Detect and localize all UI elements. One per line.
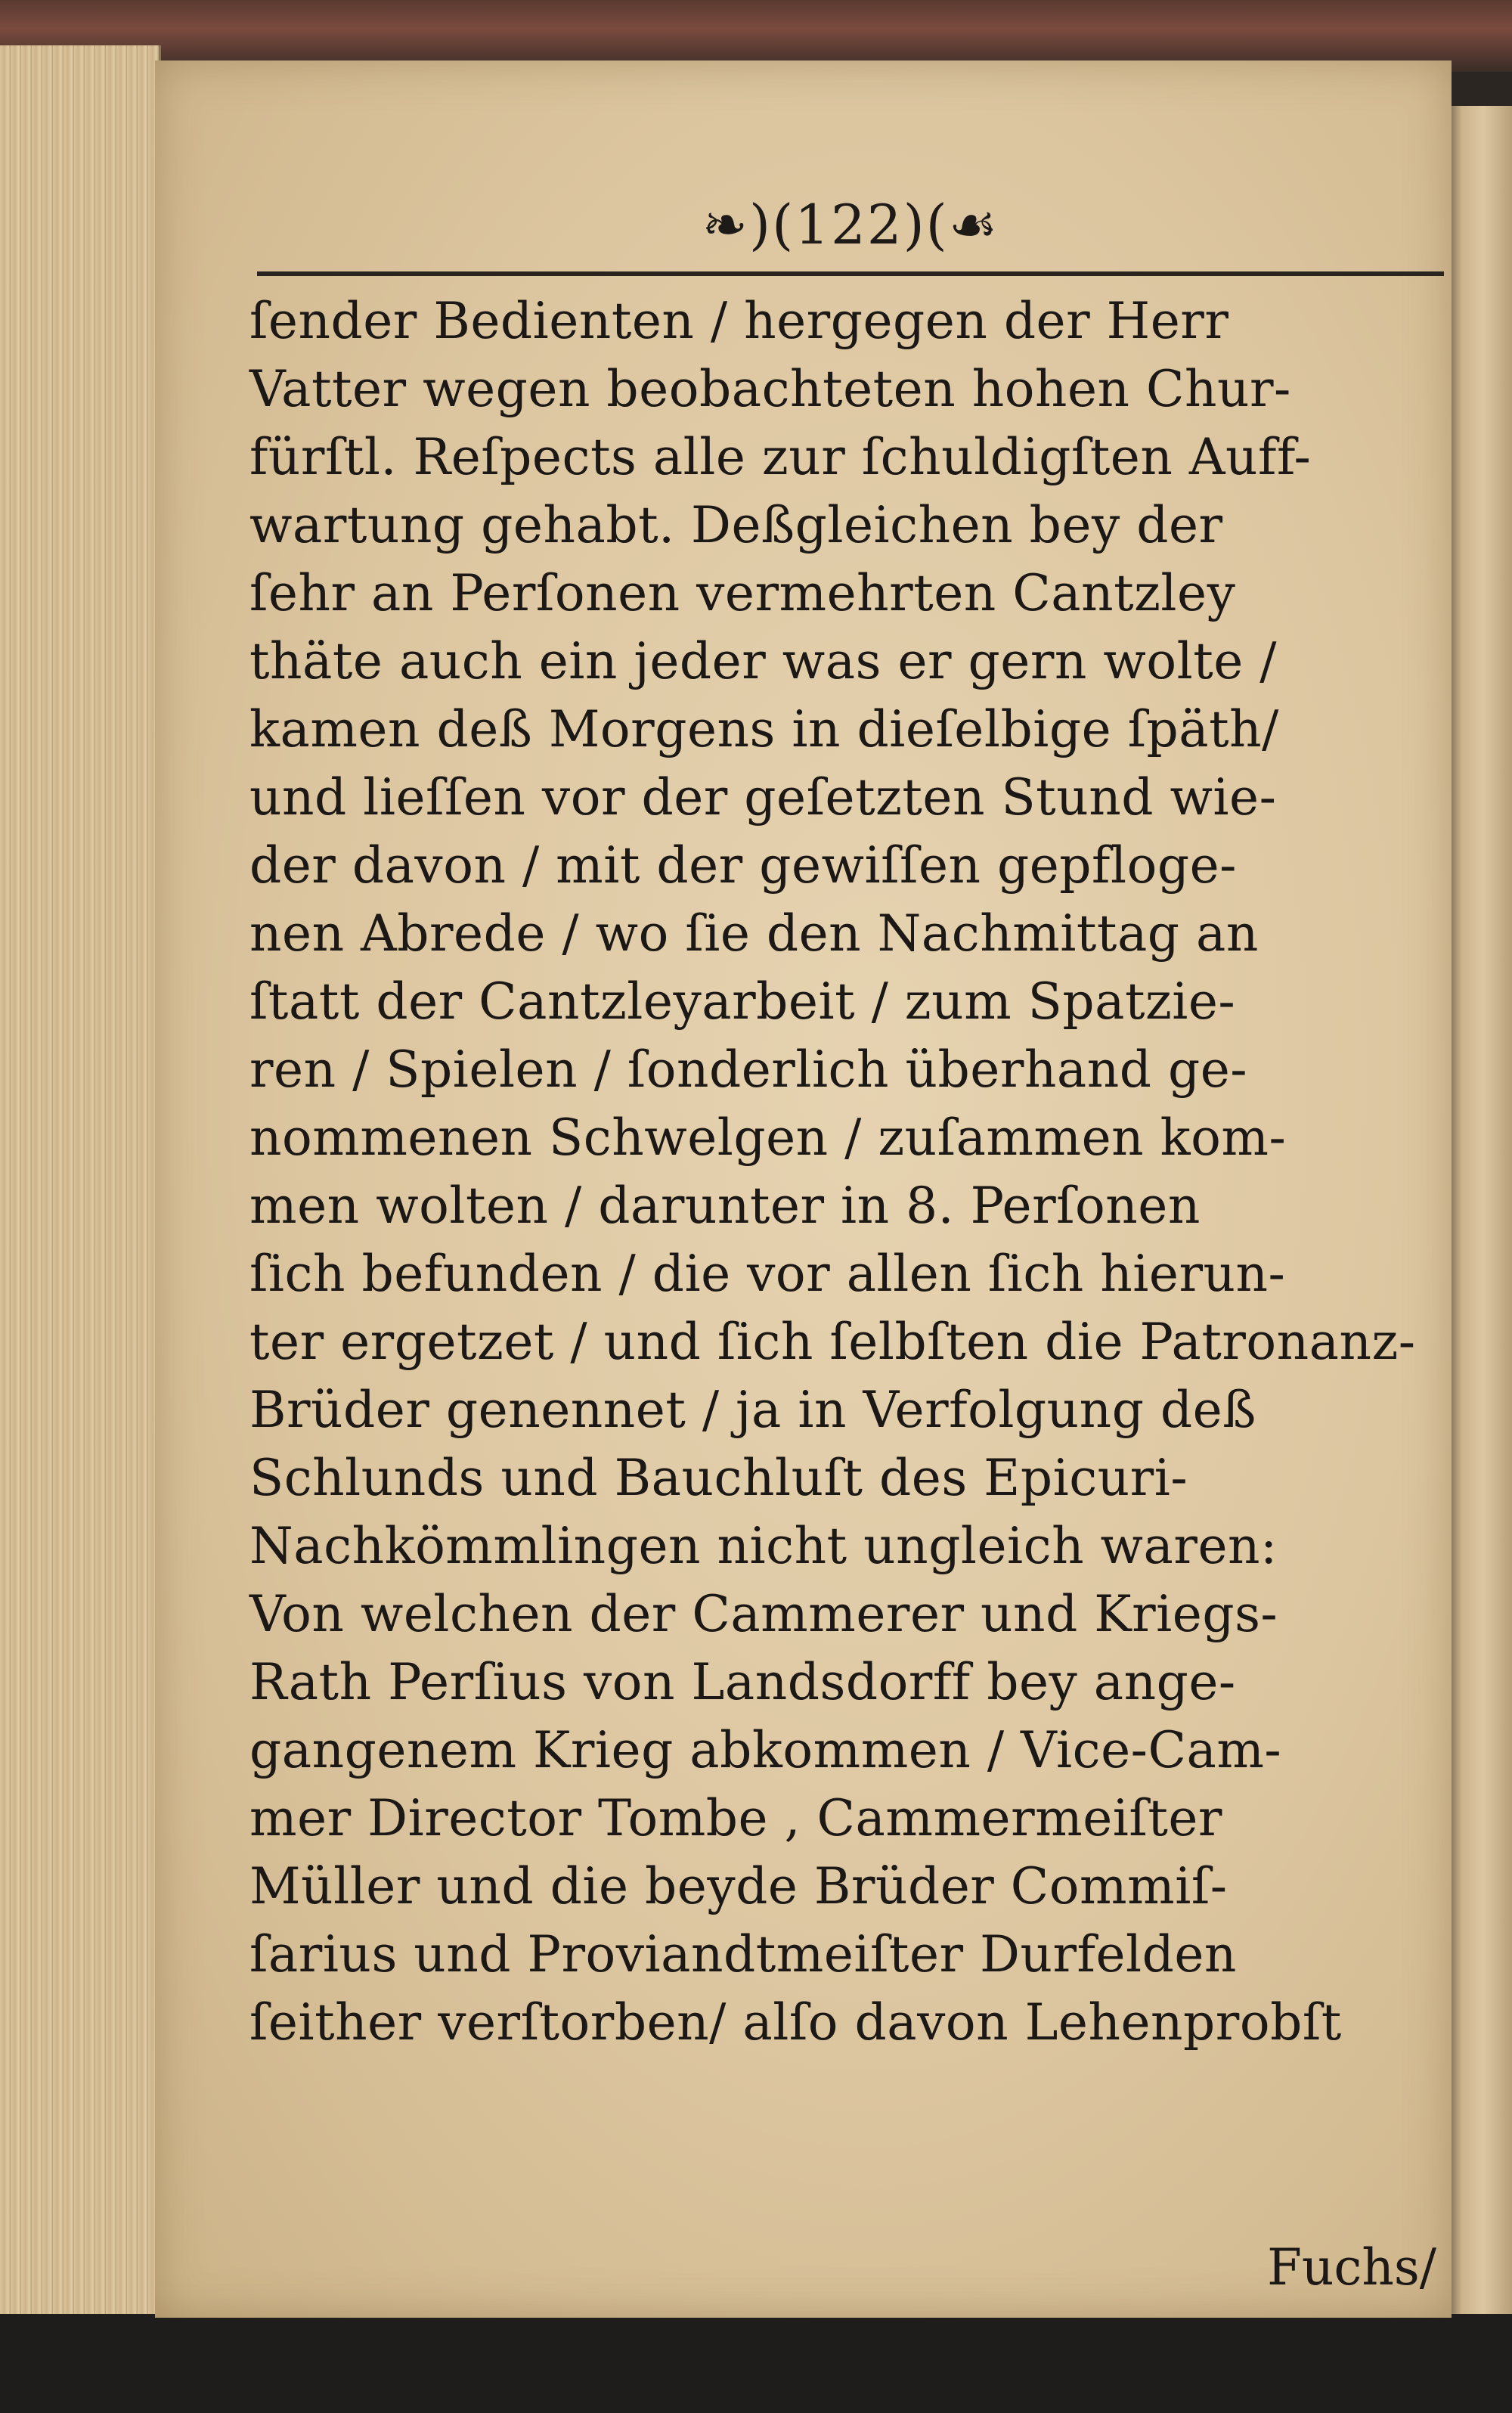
text-line: ſich befunden / die vor allen ſich hierun- bbox=[249, 1245, 1286, 1303]
page-stack-left bbox=[0, 45, 161, 2337]
text-line: und lieſſen vor der geſetzten Stund wie- bbox=[249, 768, 1277, 827]
text-line: gangenem Krieg abkommen / Vice-Cam- bbox=[249, 1721, 1282, 1779]
book-page bbox=[155, 60, 1452, 2318]
header-rule bbox=[257, 271, 1444, 276]
text-line: kamen deß Morgens in dieſelbige ſpäth/ bbox=[249, 700, 1279, 758]
text-line: ter ergetzet / und ſich ſelbſten die Patronanz- bbox=[249, 1313, 1416, 1371]
text-line: ſarius und Proviandtmeiſter Durfelden bbox=[249, 1925, 1237, 1983]
text-line: Von welchen der Cammerer und Kriegs- bbox=[249, 1585, 1278, 1643]
text-line: Rath Perſius von Landsdorff bey ange- bbox=[249, 1653, 1236, 1711]
page-number: ❧)(122)(☙ bbox=[702, 193, 999, 256]
text-line: Müller und die beyde Brüder Commiſ- bbox=[249, 1857, 1228, 1915]
text-line: fürſtl. Reſpects alle zur ſchuldigſten Auff- bbox=[249, 428, 1312, 486]
text-line: ſeither verſtorben/ alſo davon Lehenprobſt bbox=[249, 1993, 1342, 2052]
text-line: ſtatt der Cantzleyarbeit / zum Spatzie- bbox=[249, 972, 1236, 1031]
catchword: Fuchs/ bbox=[1267, 2238, 1436, 2297]
text-line: ſehr an Perſonen vermehrten Cantzley bbox=[249, 564, 1236, 622]
text-line: wartung gehabt. Deßgleichen bey der bbox=[249, 496, 1223, 554]
text-line: Vatter wegen beobachteten hohen Chur- bbox=[249, 360, 1291, 418]
text-line: Brüder genennet / ja in Verfolgung deß bbox=[249, 1381, 1256, 1439]
text-line: Schlunds und Bauchluſt des Epicuri- bbox=[249, 1449, 1188, 1507]
text-line: nommenen Schwelgen / zuſammen kom- bbox=[249, 1109, 1287, 1167]
background-bottom bbox=[0, 2314, 1512, 2413]
text-line: Nachkömmlingen nicht ungleich waren: bbox=[249, 1517, 1278, 1575]
body-text bbox=[249, 287, 1452, 2057]
text-line: nen Abrede / wo ſie den Nachmittag an bbox=[249, 904, 1259, 963]
text-line: der davon / mit der gewiſſen gepfloge- bbox=[249, 836, 1237, 895]
text-line: men wolten / darunter in 8. Perſonen bbox=[249, 1177, 1201, 1235]
text-line: thäte auch ein jeder was er gern wolte / bbox=[249, 632, 1278, 690]
text-line: mer Director Tombe , Cammermeiſter bbox=[249, 1789, 1222, 1847]
text-line: ſender Bedienten / hergegen der Herr bbox=[249, 292, 1229, 350]
page-header bbox=[257, 193, 1444, 276]
text-line: ren / Spielen / ſonderlich überhand ge- bbox=[249, 1041, 1248, 1099]
